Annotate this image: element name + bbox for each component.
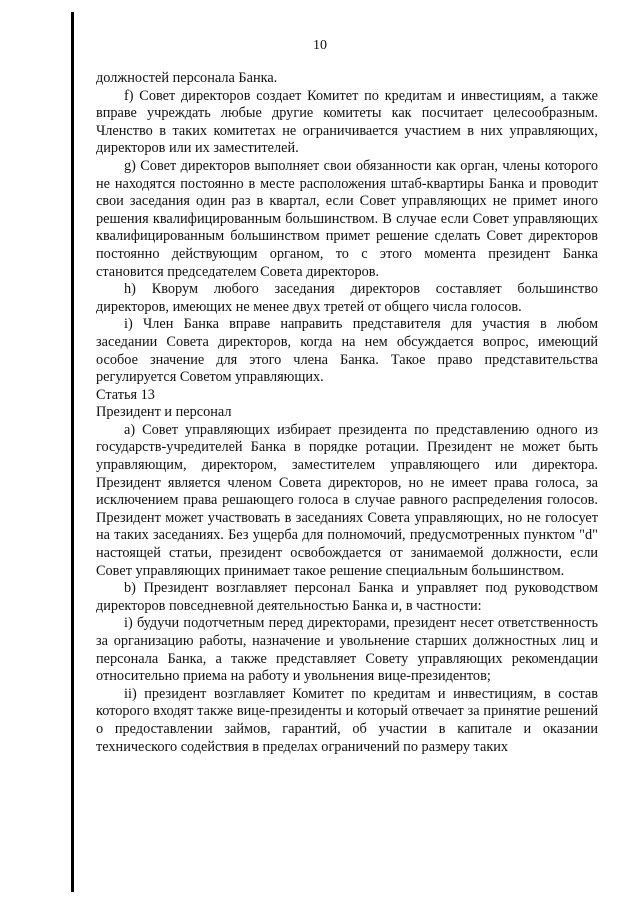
page-number: 10 bbox=[313, 38, 327, 53]
scan-edge-mark bbox=[71, 12, 74, 892]
paragraph-h: h) Кворум любого заседания директоров составляет большинство директоров, имеющих не менее двух третей от общего числа голосов. bbox=[96, 281, 598, 315]
paragraph-b-i: i) будучи подотчетным перед директорами, президент несет ответственность за организацию работы, назначение и увольнение старших должностных лиц и персонала Банка, а также представляет Совету управляющих рекомендации относительно приема на работу и увольнения вице-президентов; bbox=[96, 615, 598, 685]
article-number: Статья 13 bbox=[96, 386, 155, 403]
paragraph-continuation: должностей персонала Банка. bbox=[96, 70, 278, 86]
paragraph-a: а) Совет управляющих избирает президента по представлению одного из государств-учредителей Банка в порядке ротации. Президент не может быть управляющим, директором, заместителем управляющего или директора. Президент является членом Совета директоров, но не имеет права голоса, за исключением права решающего голоса в случае равного распределения голосов. Президент может участвовать в заседаниях Совета управляющих, но не голосует на таких заседаниях. Без ущерба для полномочий, предусмотренных пунктом "d" настоящей статьи, президент освобождается от занимаемой должности, если Совет управляющих принимает такое решение специальным большинством. bbox=[96, 421, 598, 579]
article-title: Президент и персонал bbox=[96, 404, 232, 421]
paragraph-b: b) Президент возглавляет персонал Банка и управляет под руководством директоров повседневной деятельностью Банка и, в частности: bbox=[96, 580, 598, 614]
document-body bbox=[96, 70, 598, 756]
paragraph-b-ii: ii) президент возглавляет Комитет по кредитам и инвестициям, в состав которого входят также вице-президенты и который отвечает за принятие решений о предоставлении займов, гарантий, об участии в капитале и оказании технического содействия в пределах ограничений по размеру таких bbox=[96, 685, 598, 755]
paragraph-i: i) Член Банка вправе направить представителя для участия в любом заседании Совета директоров, когда на нем обсуждается вопрос, имеющий особое значение для этого члена Банка. Такое право представительства регулируется Советом управляющих. bbox=[96, 316, 598, 386]
paragraph-f: f) Совет директоров создает Комитет по кредитам и инвестициям, а также вправе учреждать любые другие комитеты как посчитает целесообразным. Членство в таких комитетах не ограничивается участием в них управляющих, директоров или их заместителей. bbox=[96, 87, 598, 157]
paragraph-g: g) Совет директоров выполняет свои обязанности как орган, члены которого не находятся постоянно в месте расположения штаб-квартиры Банка и проводит свои заседания один раз в квартал, если Совет управляющих не примет иного решения квалифицированным большинством. В случае если Совет управляющих квалифицированным большинством примет решение сделать Совет директоров постоянно действующим органом, то с этого момента президент Банка становится председателем Совета директоров. bbox=[96, 157, 598, 280]
